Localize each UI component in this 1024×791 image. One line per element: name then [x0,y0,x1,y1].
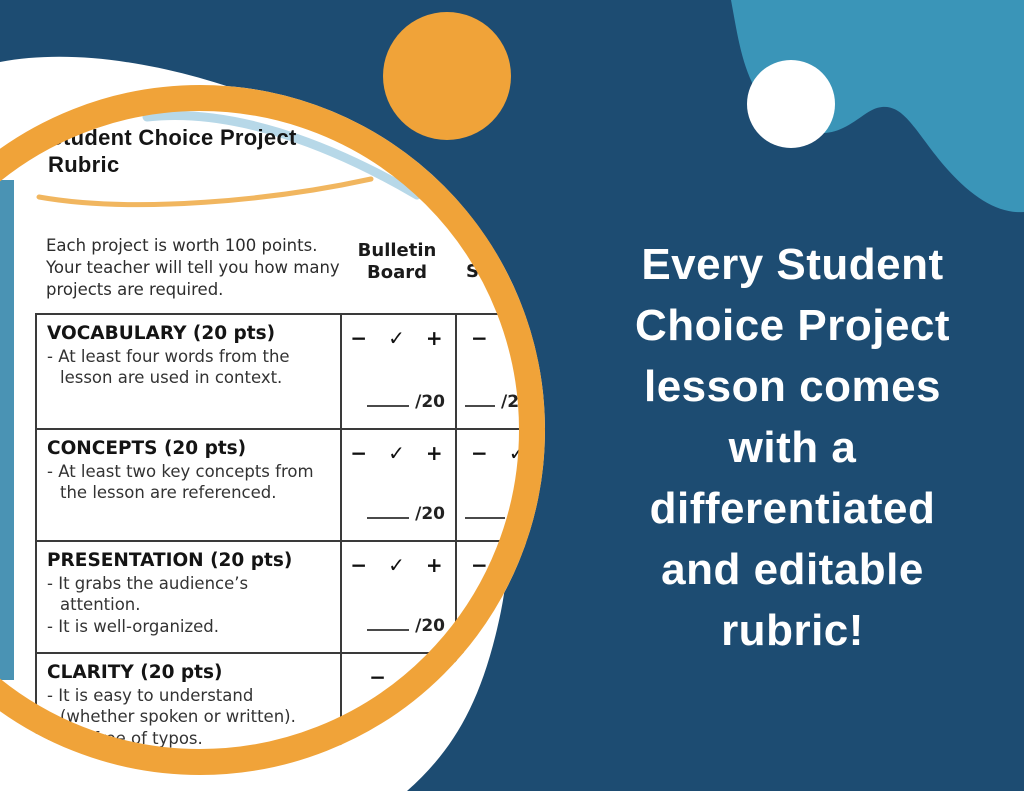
score-blank [465,405,495,407]
second-project-cell [457,315,545,428]
rating-marks: − ✓ [471,441,530,465]
rating-marks: − ✓ [471,326,530,350]
rating-marks: − [471,553,492,577]
score-line [465,504,511,524]
rubric-table [35,313,545,775]
bulletin-board-cell [342,315,457,428]
score-blank [367,405,409,407]
second-project-cell [457,654,545,775]
criterion-bullet: - At least two key concepts from the lesson are referenced. [47,462,314,502]
table-row-concepts [37,430,545,542]
score-line [367,392,445,412]
second-project-cell [457,430,545,540]
document-intro: Each project is worth 100 points. Your teacher will tell you how many projects are required. [46,236,340,299]
bulletin-board-cell [342,654,457,775]
score-line [367,616,445,636]
criterion-cell [37,654,342,775]
white-dot [747,60,835,148]
headline [565,234,1020,661]
table-row-presentation [37,542,545,654]
headline-line: Every Student [641,240,944,289]
bulletin-board-cell [342,542,457,652]
headline-line: differentiated [649,484,936,533]
criterion-bullet: - It is easy to understand (whether spoken or written). [47,686,296,726]
criterion-cell [37,542,342,652]
table-row-vocabulary [37,315,545,430]
criterion-title: PRESENTATION (20 pts) [47,550,293,571]
criterion-cell [37,315,342,428]
criterion-bullet: - It is free of typos. [47,729,203,748]
table-row-clarity [37,654,545,775]
score-line [367,504,445,524]
document-title-line2: Rubric [48,152,120,177]
criterion-cell [37,430,342,540]
headline-line: with a [728,423,857,472]
criterion-bullet: - It is well-organized. [47,617,220,636]
second-project-cell [457,542,545,652]
column-header-bulletin-board: Bulletin Board [357,240,437,283]
score-value: /20 [415,616,445,636]
magnifier-circle [0,85,545,775]
headline-line: lesson comes [643,362,942,411]
document-title-line1: Student Choice Project [48,125,297,150]
criterion-title: CONCEPTS (20 pts) [47,438,247,459]
criterion-title: CLARITY (20 pts) [47,662,223,683]
score-line [465,392,519,412]
bulletin-board-cell [342,430,457,540]
document-title [48,124,378,178]
rating-marks: − ✓ [369,665,428,689]
criterion-title: VOCABULARY (20 pts) [47,323,276,344]
rating-marks: − ✓ + [350,326,447,350]
score-blank [465,517,505,519]
score-blank [367,517,409,519]
rating-marks: − ✓ + [350,553,447,577]
score-value: /20 [415,392,445,412]
score-value: /2 [501,392,520,412]
headline-line: rubric! [721,606,864,655]
criterion-bullet: - At least four words from the lesson are used in context. [47,347,290,387]
headline-line: and editable [661,545,924,594]
score-value: /20 [415,504,445,524]
rating-marks: − ✓ + [350,441,447,465]
orange-swoosh [39,179,371,205]
score-blank [367,629,409,631]
headline-line: Choice Project [634,301,951,350]
criterion-bullet: - It grabs the audience’s attention. [47,574,249,614]
column-header-second-partial: S [466,261,479,282]
